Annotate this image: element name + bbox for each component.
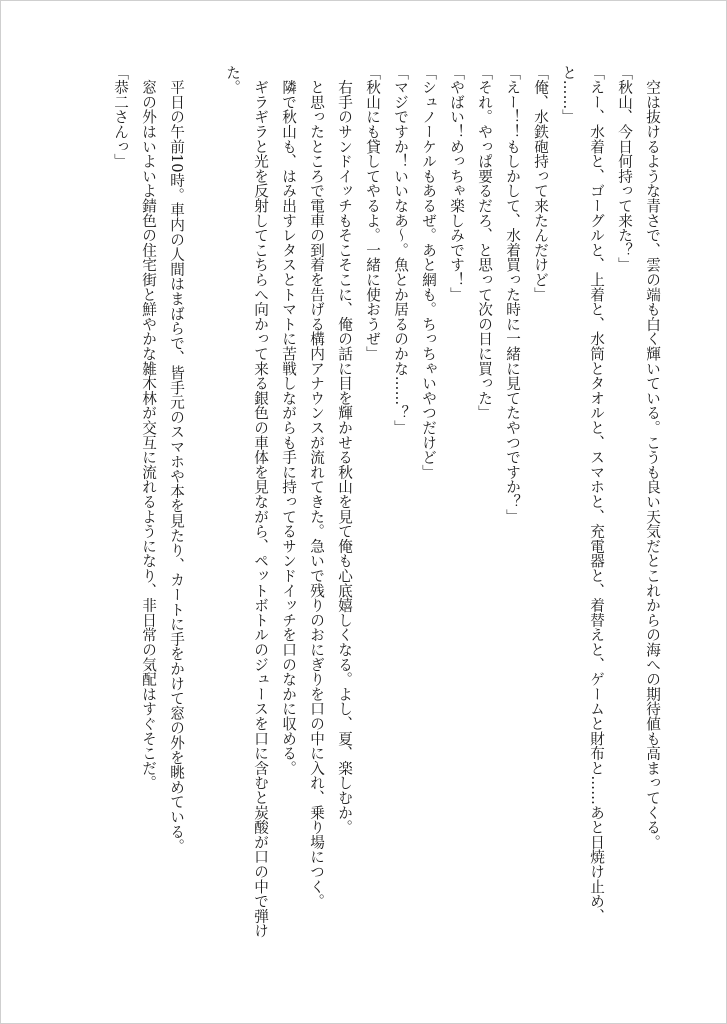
- vertical-text-body: [56, 65, 666, 955]
- scene-break: [190, 65, 218, 955]
- dialogue-line: 「えー！！もしかして、水着買った時に一緒に見てたやつですか？」: [504, 65, 521, 524]
- dialogue-line: 「マジですか！いいなあ～。魚とか居るのかな……？」: [392, 65, 409, 435]
- narration-line: 右手のサンドイッチもそこそこに、俺の話に目を輝かせる秋山を見て俺も心底嬉しくなる。よし、夏、楽しむか。: [336, 65, 353, 835]
- narration-line: 平日の午前10時。車内の人間はまばらで、皆手元のスマホや本を見たり、カートに手をかけて窓の外を眺めている。: [168, 65, 185, 854]
- narration-line-continued: た。: [224, 65, 241, 95]
- narration-line: ギラギラと光を反射してこちらへ向かって来る銀色の車体を見ながら、ペットボトルのジュースを口に含むと炭酸が口の中で弾け: [252, 65, 269, 939]
- dialogue-line: 「やばい！めっちゃ楽しみです！」: [448, 65, 465, 302]
- dialogue-line: 「えー、水着と、ゴーグルと、上着と、水筒とタオルと、スマホと、充電器と、着替えと、ゲームと財布と……あと日焼け止め、: [588, 65, 605, 924]
- dialogue-line: 「秋山にも貸してやるよ。一緒に使おうぜ」: [364, 65, 381, 361]
- dialogue-line: 「恭二さんっ」: [112, 65, 129, 169]
- dialogue-line: 「秋山、今日何持って来た？」: [616, 65, 633, 273]
- narration-line: 空は抜けるような青さで、雲の端も白く輝いている。こうも良い天気だとこれからの海への期待値も高まってくる。: [644, 65, 661, 850]
- dialogue-line: 「それ。やっぱ要るだろ、と思って次の日に買った」: [476, 65, 493, 421]
- dialogue-line: 「シュノーケルもあるぜ。あと網も。ちっちゃいやつだけど」: [420, 65, 437, 480]
- dialogue-line-continued: と……」: [560, 65, 577, 125]
- narration-line: 窓の外はいよいよ錆色の住宅街と鮮やかな雑木林が交互に流れるようになり、非日常の気配はすぐそこだ。: [140, 65, 157, 791]
- narration-line: 隣で秋山も、はみ出すレタスとトマトに苦戦しながらも手に持ってるサンドイッチを口のなかに収める。: [280, 65, 297, 776]
- dialogue-line: 「俺、水鉄砲持って来たんだけど」: [532, 65, 549, 302]
- narration-line: と思ったところで電車の到着を告げる構内アナウンスが流れてきた。急いで残りのおにぎりを口の中に入れ、乗り場につく。: [308, 65, 325, 909]
